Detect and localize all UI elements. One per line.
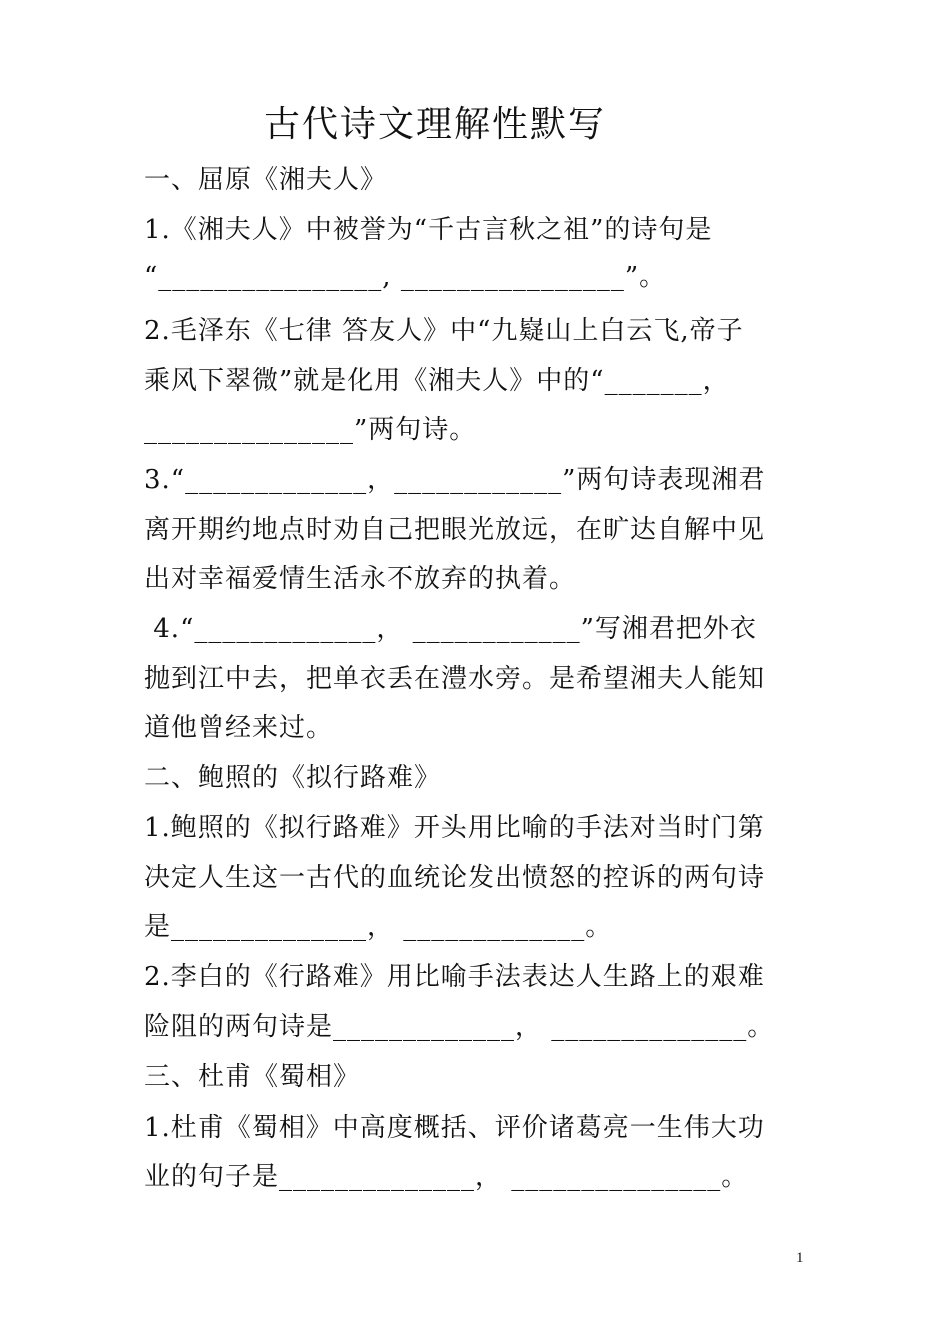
question-line: 离开期约地点时劝自己把眼光放远，在旷达自解中见 xyxy=(144,515,766,545)
question-line: 4.“_____________， ____________”写湘君把外衣 xyxy=(144,614,757,644)
question-line: 1.《湘夫人》中被誉为“千古言秋之祖”的诗句是 xyxy=(144,215,713,245)
question-line: 1.杜甫《蜀相》中高度概括、评价诸葛亮一生伟大功 xyxy=(144,1113,765,1143)
question-line: 道他曾经来过。 xyxy=(144,713,334,743)
question-line: 业的句子是______________， _______________。 xyxy=(144,1162,749,1192)
question-line: 3.“_____________，____________”两句诗表现湘君 xyxy=(144,465,766,495)
question-line: 2.毛泽东《七律 答友人》中“九嶷山上白云飞,帝子 xyxy=(144,316,744,346)
question-line: 险阻的两句诗是_____________， ______________。 xyxy=(144,1012,775,1042)
page-title: 古代诗文理解性默写 xyxy=(263,104,606,145)
question-line: “________________, ________________”。 xyxy=(144,262,667,292)
question-line: 抛到江中去，把单衣丢在澧水旁。是希望湘夫人能知 xyxy=(144,664,766,694)
section-heading-1: 一、屈原《湘夫人》 xyxy=(144,165,388,195)
question-line: 1.鲍照的《拟行路难》开头用比喻的手法对当时门第 xyxy=(144,813,765,843)
section-heading-3: 三、杜甫《蜀相》 xyxy=(144,1062,361,1092)
question-line: _______________”两句诗。 xyxy=(144,415,477,445)
question-line: 乘风下翠微”就是化用《湘夫人》中的“_______， xyxy=(144,366,730,396)
page-number: 1 xyxy=(796,1250,804,1266)
question-line: 2.李白的《行路难》用比喻手法表达人生路上的艰难 xyxy=(144,962,765,992)
question-line: 出对幸福爱情生活永不放弃的执着。 xyxy=(144,564,577,594)
question-line: 决定人生这一古代的血统论发出愤怒的控诉的两句诗 xyxy=(144,863,766,893)
question-line: 是______________， _____________。 xyxy=(144,912,613,942)
section-heading-2: 二、鲍照的《拟行路难》 xyxy=(144,763,442,793)
